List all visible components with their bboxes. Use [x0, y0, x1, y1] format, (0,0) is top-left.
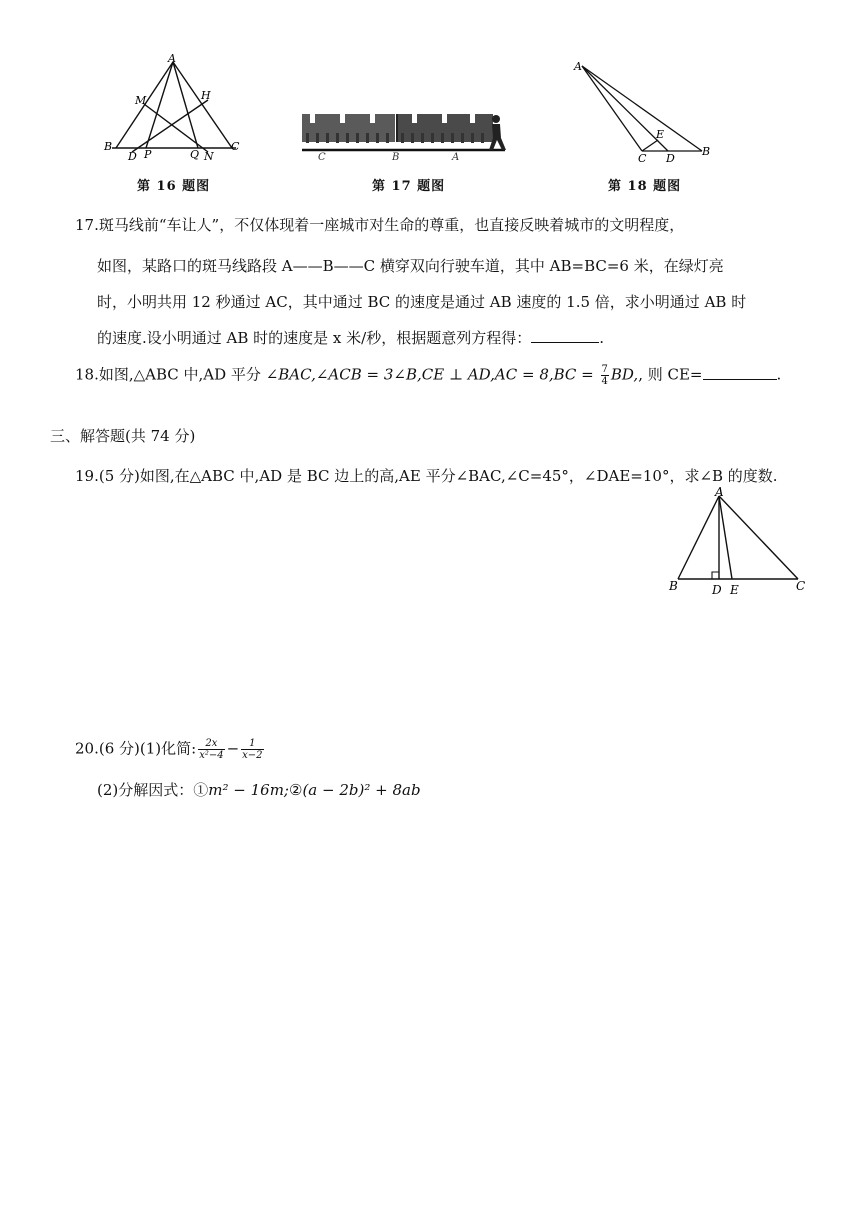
q18-prefix: 18.如图,△ABC 中,AD 平分 — [75, 365, 261, 384]
fig16-label-h: H — [201, 89, 211, 102]
fig16-label-p: P — [144, 148, 152, 161]
fig19-side-ac — [719, 496, 798, 579]
fig16-label-n: N — [204, 150, 214, 163]
fig16-caption: 第 16 题图 — [137, 179, 211, 194]
figure-19 — [664, 486, 814, 598]
q18-math-1: ∠BAC,∠ACB = 3∠B,CE ⊥ AD,AC = 8,BC = — [260, 365, 599, 384]
fig19-label-a: A — [715, 486, 724, 499]
q20-fraction-1 — [198, 738, 224, 761]
fig18-label-b: B — [702, 145, 711, 158]
fig18-label-c: C — [638, 152, 647, 165]
fig16-label-b: B — [104, 140, 113, 153]
fig17-caption: 第 17 题图 — [372, 179, 446, 194]
fig18-caption: 第 18 题图 — [608, 179, 682, 194]
fig17-label-b: B — [392, 152, 400, 163]
q17-line-4 — [97, 328, 604, 348]
fig18-label-e: E — [656, 128, 665, 141]
fig18-label-d: D — [666, 152, 675, 165]
q20-expr-2: (a − 2b)² + 8ab — [302, 781, 421, 799]
fig16-line-mn — [144, 104, 208, 152]
q20-f1-den: x²−4 — [199, 750, 224, 761]
fig16-label-c: C — [231, 140, 240, 153]
q17-line-4-text: 的速度.设小明通过 AB 时的速度是 x 米/秒，根据题意列方程得： — [97, 329, 532, 347]
q17-line-1: 17.斑马线前“车让人”，不仅体现着一座城市对生命的尊重，也直接反映着城市的文明程度， — [75, 216, 685, 234]
fig18-line-ce — [642, 140, 658, 151]
fig19-label-c: C — [796, 579, 806, 593]
q20-circled-1: ① — [193, 781, 209, 799]
q20-circled-2: ② — [288, 781, 303, 799]
q20-expr-1: m² − 16m; — [208, 781, 289, 799]
figure-18 — [568, 56, 718, 166]
fig19-right-angle-mark — [712, 572, 719, 579]
q17-line-4-end: . — [599, 329, 604, 347]
q17-line-3: 时，小明共用 12 秒通过 AC，其中通过 BC 的速度是通过 AB 速度的 1.5 倍，求小明通过 AB 时 — [97, 293, 747, 311]
fig18-label-a: A — [574, 60, 582, 73]
fig17-label-a: A — [452, 152, 460, 163]
fig16-side-ac — [173, 62, 232, 148]
fig19-label-e: E — [730, 583, 739, 597]
fig16-label-q: Q — [190, 148, 200, 161]
q18-frac-den: 4 — [601, 376, 608, 387]
q18-mid: , 则 CE= — [638, 365, 703, 384]
fig16-label-d: D — [128, 150, 137, 163]
q18-fraction — [601, 364, 609, 387]
fig16-label-a: A — [168, 52, 176, 65]
q20-f2-den: x−2 — [242, 750, 263, 761]
q18-answer-blank[interactable] — [703, 365, 777, 380]
figure-17 — [300, 108, 515, 166]
q18-math-2: BD, — [610, 365, 639, 384]
q20-f1-num: 2x — [198, 738, 224, 750]
fig18-side-ab — [582, 66, 702, 151]
q17-line-2: 如图，某路口的斑马线路段 A——B——C 横穿双向行驶车道，其中 AB=BC=6 米，在绿灯亮 — [97, 257, 724, 275]
fig19-label-b: B — [669, 579, 678, 593]
q17-answer-blank[interactable] — [531, 328, 599, 343]
fig17-label-c: C — [318, 152, 326, 163]
q18-line — [75, 364, 781, 387]
q20-fraction-2 — [241, 738, 263, 761]
fig18-side-ac — [582, 66, 642, 151]
fig19-label-d: D — [712, 583, 722, 597]
q20-part-2 — [97, 780, 421, 800]
q20-part-1-prefix: 20.(6 分)(1)化简: — [75, 739, 197, 758]
fig16-line-ap — [146, 62, 173, 148]
q18-suffix: . — [776, 365, 782, 384]
q20-minus: − — [226, 739, 240, 758]
q20-f2-num: 1 — [241, 738, 263, 750]
section-title: 三、解答题(共 74 分) — [50, 427, 196, 445]
fig16-label-m: M — [135, 94, 147, 107]
q18-frac-num: 7 — [601, 364, 608, 375]
fig19-side-ab — [678, 496, 719, 579]
q20-part-2-prefix: (2)分解因式： — [97, 781, 194, 799]
q19-text: 19.(5 分)如图,在△ABC 中,AD 是 BC 边上的高,AE 平分∠BAC,∠C=45°，∠DAE=10°，求∠B 的度数. — [75, 467, 778, 485]
q20-part-1 — [75, 738, 266, 761]
figure-16 — [100, 52, 250, 167]
